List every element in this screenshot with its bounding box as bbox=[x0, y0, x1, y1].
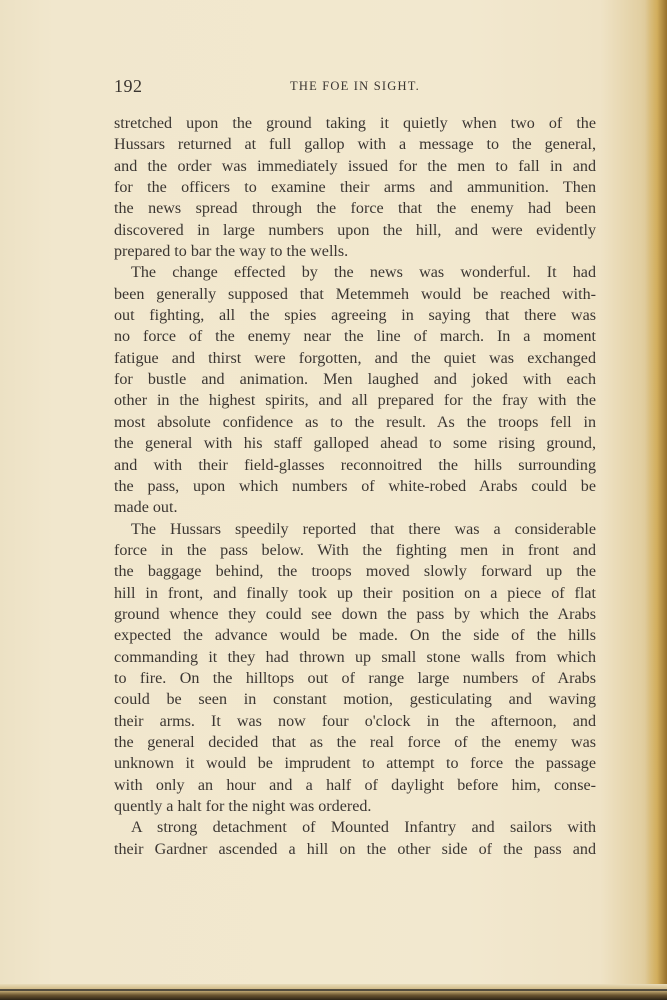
running-head: THE FOE IN SIGHT. bbox=[290, 79, 420, 93]
text-line: with only an hour and a half of daylight before him, conse- bbox=[114, 776, 596, 794]
text-line: expected the advance would be made. On the side of the hills bbox=[114, 627, 596, 645]
text-line: hill in front, and finally took up their position on a piece of flat bbox=[114, 584, 596, 602]
text-line: commanding it they had thrown up small stone walls from which bbox=[114, 648, 596, 666]
text-line: The Hussars speedily reported that there was a considerable bbox=[131, 520, 596, 538]
page-bottom-rule bbox=[0, 989, 667, 991]
text-line: A strong detachment of Mounted Infantry and sailors with bbox=[131, 819, 596, 837]
text-line: the news spread through the force that the enemy had been bbox=[114, 200, 596, 218]
text-line: could be seen in constant motion, gesticulating and waving bbox=[114, 691, 596, 709]
text-line: fatigue and thirst were forgotten, and the quiet was exchanged bbox=[114, 349, 596, 367]
text-line: the baggage behind, the troops moved slowly forward up the bbox=[114, 563, 596, 581]
text-line: the pass, upon which numbers of white-robed Arabs could be bbox=[114, 477, 596, 495]
page-number: 192 bbox=[114, 76, 143, 96]
text-line: unknown it would be imprudent to attempt to force the passage bbox=[114, 755, 596, 773]
paragraph bbox=[114, 817, 596, 860]
text-line: their Gardner ascended a hill on the other side of the pass and bbox=[114, 840, 596, 858]
page-gutter-shadow bbox=[645, 0, 667, 1000]
text-line: Hussars returned at full gallop with a message to the general, bbox=[114, 136, 596, 154]
text-line: other in the highest spirits, and all prepared for the fray with the bbox=[114, 392, 596, 410]
text-line: discovered in large numbers upon the hill, and were evidently bbox=[114, 221, 596, 239]
text-line: the general decided that as the real force of the enemy was bbox=[114, 733, 596, 751]
text-line: been generally supposed that Metemmeh would be reached with- bbox=[114, 285, 596, 303]
text-line: and the order was immediately issued for the men to fall in and bbox=[114, 157, 596, 175]
text-line: most absolute confidence as to the result. As the troops fell in bbox=[114, 413, 596, 431]
text-line: ground whence they could see down the pass by which the Arabs bbox=[114, 605, 596, 623]
page-header bbox=[114, 76, 596, 100]
paragraph bbox=[114, 113, 596, 262]
text-line: no force of the enemy near the line of march. In a moment bbox=[114, 328, 596, 346]
body-text bbox=[114, 113, 596, 860]
text-line: to fire. On the hilltops out of range large numbers of Arabs bbox=[114, 669, 596, 687]
text-line: their arms. It was now four o'clock in the afternoon, and bbox=[114, 712, 596, 730]
text-line: out fighting, all the spies agreeing in saying that there was bbox=[114, 307, 596, 325]
paragraph bbox=[114, 262, 596, 518]
text-line: for the officers to examine their arms and ammunition. Then bbox=[114, 179, 596, 197]
text-line: force in the pass below. With the fighting men in front and bbox=[114, 541, 596, 559]
text-line: for bustle and animation. Men laughed and joked with each bbox=[114, 371, 596, 389]
text-line: the general with his staff galloped ahead to some rising ground, bbox=[114, 435, 596, 453]
text-line: The change effected by the news was wonderful. It had bbox=[131, 264, 596, 282]
page-bottom-edge bbox=[0, 984, 667, 1000]
text-line: stretched upon the ground taking it quietly when two of the bbox=[114, 115, 596, 132]
text-line: and with their field-glasses reconnoitred the hills surrounding bbox=[114, 456, 596, 474]
text-line: prepared to bar the way to the wells. bbox=[114, 243, 349, 261]
text-line: quently a halt for the night was ordered. bbox=[114, 798, 372, 815]
paragraph bbox=[114, 519, 596, 818]
text-line: made out. bbox=[114, 499, 178, 517]
